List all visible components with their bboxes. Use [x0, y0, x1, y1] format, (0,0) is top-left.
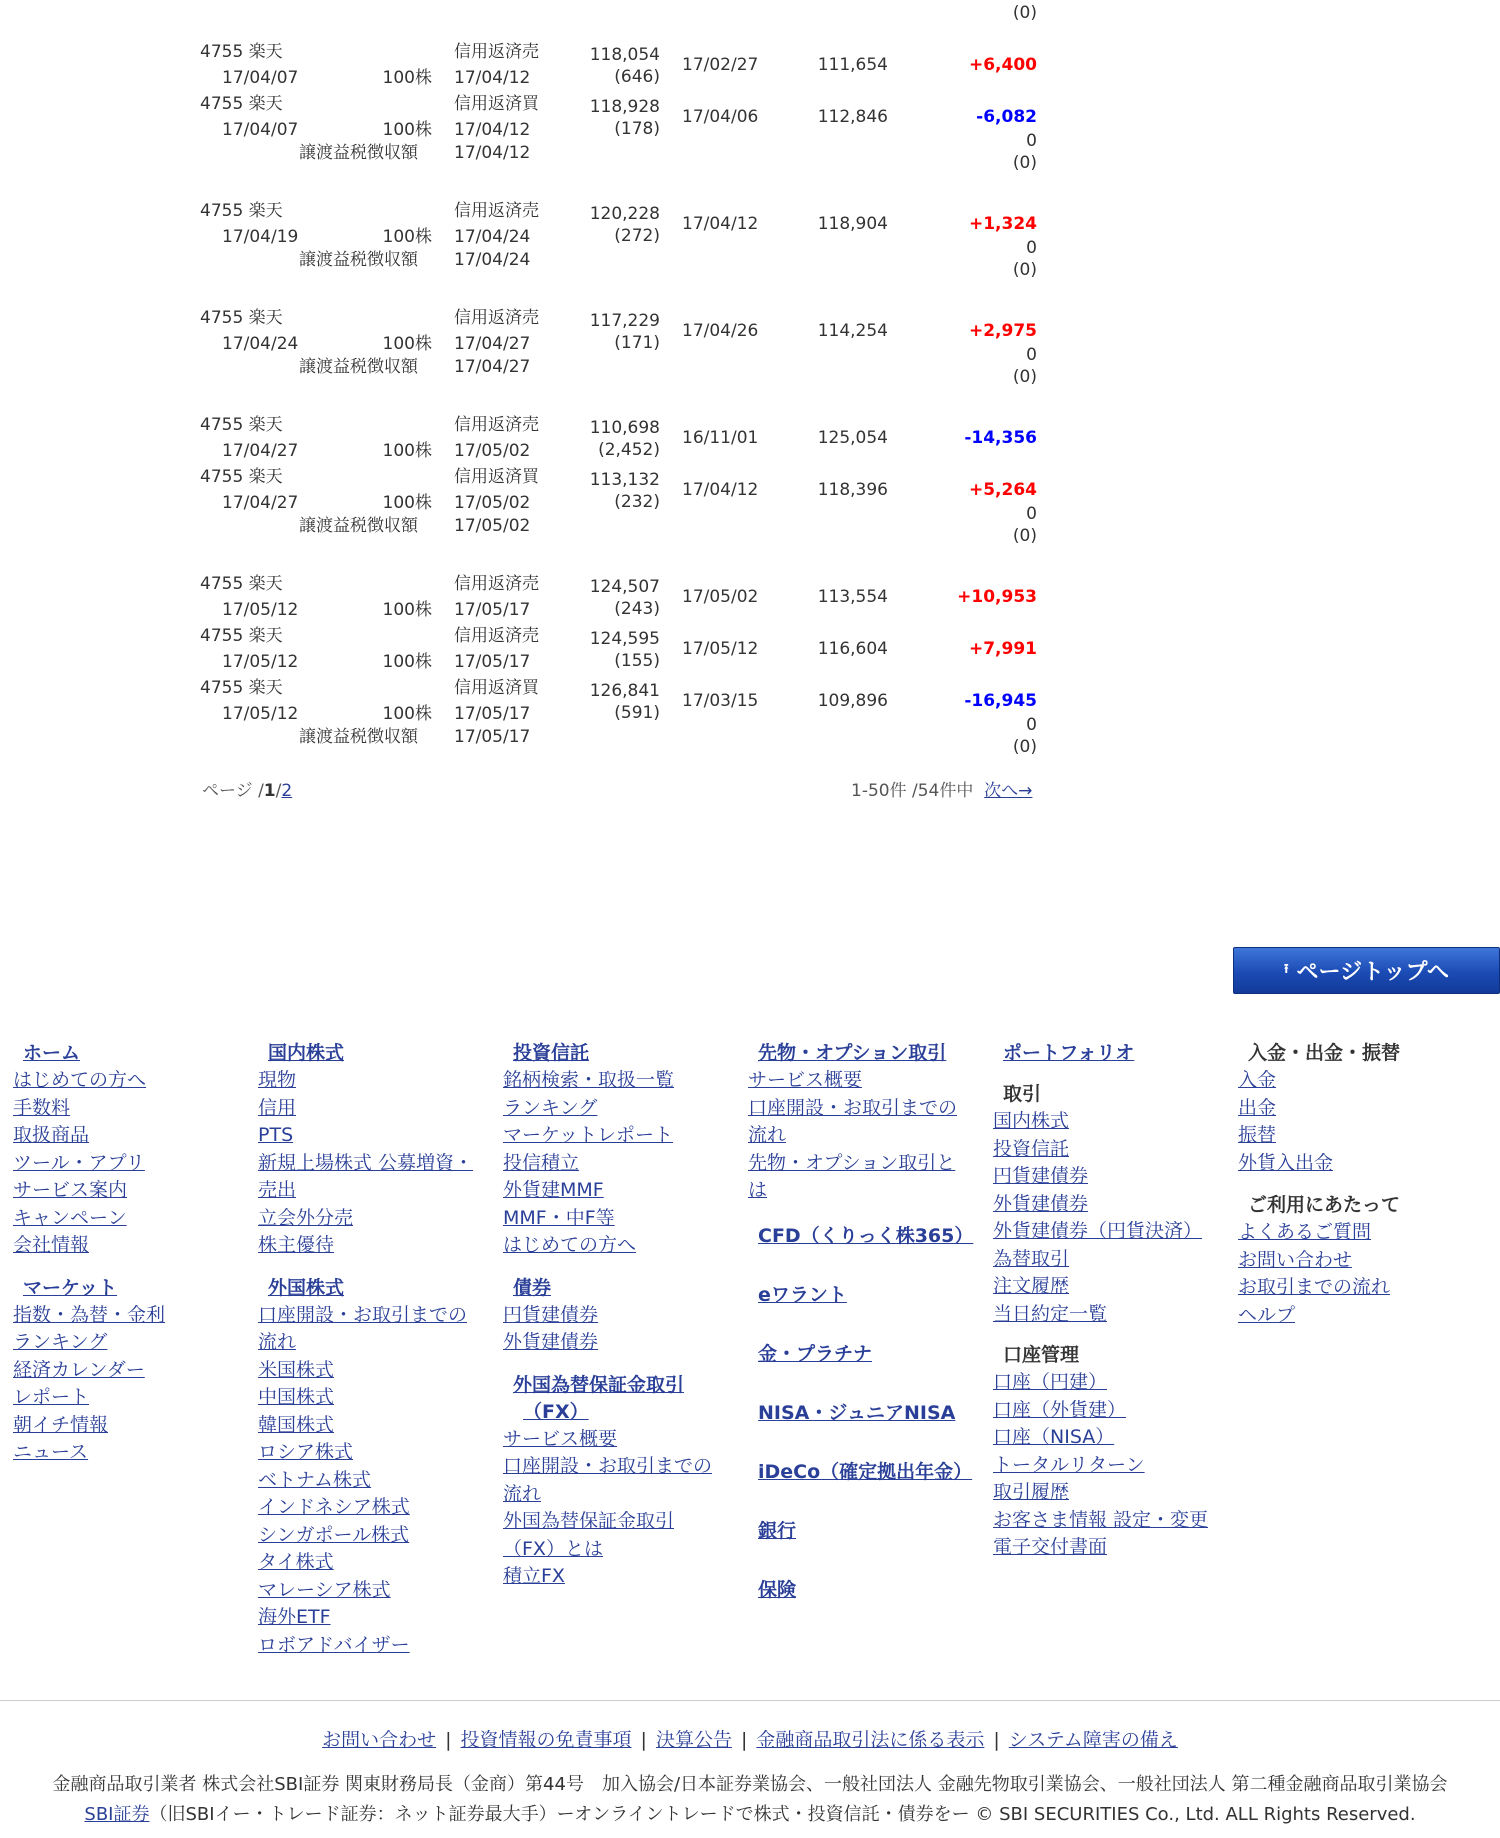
nav-link[interactable]: （FX）とは [503, 1537, 603, 1560]
group-gap [748, 1205, 988, 1223]
group-gap [748, 1325, 988, 1341]
quantity: 100株 [382, 120, 432, 140]
nav-link[interactable]: 注文履歴 [993, 1275, 1070, 1297]
nav-link[interactable]: 投資信託 [993, 1137, 1070, 1160]
group-gap [993, 1328, 1233, 1336]
trade-date: 17/05/12 [222, 652, 299, 672]
nav-heading[interactable]: 外国為替保証金取引 [513, 1373, 685, 1396]
nav-link[interactable]: マレーシア株式 [258, 1578, 391, 1601]
open-date: 17/05/12 [682, 639, 759, 659]
nav-heading[interactable]: 国内株式 [268, 1042, 345, 1064]
trade-date: 17/04/27 [222, 441, 299, 461]
group-gap [748, 1561, 988, 1577]
tax-amount: 0 [1026, 715, 1037, 735]
nav-link[interactable]: 投信積立 [503, 1151, 580, 1174]
trade-type: 信用返済売 [454, 308, 539, 328]
page-slash: / [275, 781, 282, 801]
nav-link[interactable]: 経済カレンダー [13, 1358, 145, 1381]
nav-link[interactable]: レポート [13, 1386, 90, 1408]
profit-loss: -14,356 [964, 428, 1037, 448]
amount: 117,229 [589, 311, 660, 331]
group-gap [503, 1357, 743, 1372]
trade-date: 17/04/07 [222, 120, 299, 140]
footer-links [0, 1725, 1500, 1752]
fee: (178) [614, 119, 660, 139]
profit-loss: +10,953 [957, 587, 1037, 607]
nav-link[interactable]: サービス概要 [748, 1069, 863, 1091]
nav-heading: ご利用にあたって [1248, 1194, 1401, 1216]
arrow-up-icon: ⭱ [1283, 961, 1289, 977]
nav-link[interactable]: ベトナム株式 [258, 1468, 372, 1491]
nav-link[interactable]: 入金 [1238, 1069, 1277, 1091]
tax-label: 譲渡益税徴収額 [299, 143, 418, 163]
stock-name: 4755 楽天 [200, 626, 283, 646]
nav-link[interactable]: 積立FX [503, 1565, 565, 1587]
tax-label: 譲渡益税徴収額 [299, 250, 418, 270]
group-gap [503, 1260, 743, 1275]
page-range [851, 776, 1032, 801]
amount: 124,507 [589, 577, 660, 597]
amount: 110,698 [589, 418, 660, 438]
footer-link[interactable]: 金融商品取引法に係る表示 [756, 1729, 985, 1751]
cost: 118,396 [817, 480, 888, 500]
nav-link[interactable]: サービス案内 [13, 1179, 128, 1201]
trade-type: 信用返済買 [454, 467, 539, 487]
nav-link[interactable]: 取扱商品 [13, 1124, 90, 1146]
nav-link[interactable]: 口座開設・お取引までの [503, 1455, 713, 1477]
nav-link[interactable]: ランキング [503, 1096, 598, 1119]
profit-loss-sub: (0) [1012, 3, 1037, 23]
group-gap [748, 1443, 988, 1459]
stock-name: 4755 楽天 [200, 678, 283, 698]
amount: 124,595 [589, 629, 660, 649]
trade-type: 信用返済売 [454, 201, 539, 221]
nav-heading[interactable]: CFD（くりっく株365） [758, 1224, 974, 1247]
stock-name: 4755 楽天 [200, 94, 283, 114]
nav-link[interactable]: 立会外分売 [258, 1206, 354, 1229]
profit-loss: -6,082 [976, 107, 1037, 127]
nav-heading[interactable]: 外国株式 [268, 1276, 345, 1299]
nav-heading[interactable]: 銀行 [758, 1519, 797, 1542]
amount: 126,841 [589, 681, 660, 701]
tax-amount: 0 [1026, 131, 1037, 151]
nav-link[interactable]: 信用 [258, 1096, 297, 1119]
nav-link[interactable]: 流れ [503, 1482, 542, 1505]
quantity: 100株 [382, 227, 432, 247]
cost: 125,054 [817, 428, 888, 448]
settle-date: 17/05/02 [454, 493, 531, 513]
trade-date: 17/05/12 [222, 704, 299, 724]
tax-amount-sub: (0) [1012, 526, 1037, 546]
nav-link[interactable]: ツール・アプリ [13, 1151, 145, 1174]
amount: 113,132 [589, 470, 660, 490]
nav-link[interactable]: 流れ [258, 1331, 297, 1353]
fee: (155) [614, 651, 660, 671]
footer-link[interactable]: 決算公告 [655, 1729, 732, 1751]
result-range: 1-50件 /54件中 [851, 781, 974, 801]
stock-name: 4755 楽天 [200, 42, 283, 62]
page-indicator [202, 776, 292, 801]
nav-link[interactable]: 振替 [1238, 1124, 1277, 1146]
footer-nav-column [258, 1040, 498, 1659]
quantity: 100株 [382, 493, 432, 513]
trade-type: 信用返済買 [454, 94, 539, 114]
nav-link[interactable]: はじめての方へ [13, 1069, 147, 1091]
amount: 118,054 [589, 45, 660, 65]
open-date: 17/03/15 [682, 691, 759, 711]
nav-link[interactable]: 流れ [748, 1124, 787, 1146]
link-separator: | [640, 1729, 647, 1751]
settle-date: 17/05/17 [454, 652, 531, 672]
tax-amount-sub: (0) [1012, 367, 1037, 387]
tax-label: 譲渡益税徴収額 [299, 357, 418, 377]
stock-name: 4755 楽天 [200, 574, 283, 594]
nav-link[interactable]: 会社情報 [13, 1234, 90, 1256]
group-gap [993, 1067, 1233, 1075]
nav-link[interactable]: MMF・中F等 [503, 1206, 615, 1229]
nav-link[interactable]: 為替取引 [993, 1247, 1070, 1270]
settle-date: 17/05/17 [454, 704, 531, 724]
nav-link[interactable]: 手数料 [13, 1096, 71, 1119]
settle-date: 17/05/02 [454, 441, 531, 461]
tax-amount: 0 [1026, 345, 1037, 365]
quantity: 100株 [382, 334, 432, 354]
trade-date: 17/04/24 [222, 334, 299, 354]
settle-date: 17/04/12 [454, 143, 531, 163]
settle-date: 17/05/17 [454, 600, 531, 620]
group-gap [13, 1260, 253, 1275]
group-gap [748, 1266, 988, 1282]
nav-heading[interactable]: ホーム [23, 1042, 81, 1064]
nav-heading[interactable]: 投資信託 [513, 1042, 590, 1064]
nav-link[interactable]: 出金 [1238, 1096, 1277, 1119]
fee: (2,452) [598, 440, 660, 460]
stock-name: 4755 楽天 [200, 308, 283, 328]
settle-date: 17/04/27 [454, 357, 531, 377]
group-gap [258, 1260, 498, 1275]
nav-link[interactable]: トータルリターン [993, 1453, 1145, 1476]
profit-loss: +5,264 [968, 480, 1037, 500]
nav-link[interactable]: お客さま情報 設定・変更 [993, 1508, 1209, 1531]
footer-link[interactable]: 投資情報の免責事項 [460, 1729, 632, 1751]
nav-link[interactable]: シンガポール株式 [258, 1523, 410, 1546]
trade-date: 17/04/19 [222, 227, 299, 247]
settle-date: 17/05/02 [454, 516, 531, 536]
nav-link[interactable]: 電子交付書面 [993, 1536, 1108, 1558]
group-gap [748, 1384, 988, 1400]
nav-heading[interactable]: NISA・ジュニアNISA [758, 1401, 956, 1424]
legal-notice: 金融商品取引業者 株式会社SBI証券 関東財務局長（金商）第44号 加入協会/日本証券業協会、一般社団法人 金融先物取引業協会、一般社団法人 第二種金融商品取引業協会 [52, 1774, 1448, 1795]
profit-loss: +6,400 [968, 55, 1037, 75]
profit-loss: +1,324 [968, 214, 1037, 234]
nav-heading[interactable]: マーケット [23, 1276, 118, 1299]
settle-date: 17/04/12 [454, 68, 531, 88]
settle-date: 17/04/24 [454, 250, 531, 270]
settle-date: 17/04/12 [454, 120, 531, 140]
nav-heading-cont[interactable]: （FX） [523, 1400, 589, 1423]
stock-name: 4755 楽天 [200, 467, 283, 487]
copyright-text: （旧SBIイー・トレード証券：ネット証券最大手）ーオンライントレードで株式・投資信託・債券をー © SBI SECURITIES Co., Ltd. ALL Rights Reserved. [149, 1804, 1416, 1825]
nav-heading[interactable]: 保険 [758, 1578, 797, 1601]
nav-link[interactable]: インドネシア株式 [258, 1496, 410, 1518]
nav-link[interactable]: キャンペーン [13, 1206, 127, 1229]
nav-link[interactable]: ランキング [13, 1331, 108, 1353]
nav-link[interactable]: 口座開設・お取引までの [748, 1096, 958, 1119]
nav-link[interactable]: 円貨建債券 [503, 1303, 599, 1326]
copyright-line [0, 1800, 1500, 1826]
cost: 118,904 [817, 214, 888, 234]
nav-link[interactable]: PTS [258, 1124, 294, 1146]
fee: (591) [614, 703, 660, 723]
profit-loss: -16,945 [964, 691, 1037, 711]
trade-date: 17/04/27 [222, 493, 299, 513]
nav-link[interactable]: 当日約定一覧 [993, 1302, 1108, 1325]
open-date: 17/02/27 [682, 55, 759, 75]
nav-heading[interactable]: eワラント [758, 1283, 847, 1306]
cost: 111,654 [817, 55, 888, 75]
nav-link[interactable]: はじめての方へ [503, 1234, 637, 1256]
stock-name: 4755 楽天 [200, 201, 283, 221]
nav-link[interactable]: 口座（外貨建） [993, 1398, 1127, 1421]
quantity: 100株 [382, 652, 432, 672]
cost: 113,554 [817, 587, 888, 607]
nav-heading[interactable]: 先物・オプション取引 [758, 1042, 947, 1064]
nav-link[interactable]: 先物・オプション取引と [748, 1151, 956, 1174]
open-date: 17/04/12 [682, 214, 759, 234]
nav-link[interactable]: ロシア株式 [258, 1441, 354, 1463]
stock-name: 4755 楽天 [200, 415, 283, 435]
tax-amount-sub: (0) [1012, 737, 1037, 757]
profit-loss: +7,991 [968, 639, 1037, 659]
trade-type: 信用返済売 [454, 415, 539, 435]
open-date: 16/11/01 [682, 428, 759, 448]
nav-link[interactable]: 口座（円建） [993, 1371, 1108, 1393]
nav-link[interactable]: 外国為替保証金取引 [503, 1510, 675, 1532]
nav-link[interactable]: マーケットレポート [503, 1124, 674, 1146]
footer-nav-column [13, 1040, 253, 1467]
quantity: 100株 [382, 600, 432, 620]
page-2-link[interactable]: 2 [281, 781, 293, 801]
tax-amount-sub: (0) [1012, 260, 1037, 280]
nav-link[interactable]: 韓国株式 [258, 1413, 335, 1436]
amount: 120,228 [589, 204, 660, 224]
footer-link[interactable]: お問い合わせ [322, 1729, 437, 1751]
nav-link[interactable]: は [748, 1179, 768, 1201]
nav-link[interactable]: 外貨建債券 [503, 1331, 599, 1353]
nav-link[interactable]: ニュース [13, 1441, 89, 1463]
nav-link[interactable]: お取引までの流れ [1238, 1276, 1391, 1298]
nav-link[interactable]: お問い合わせ [1238, 1248, 1353, 1271]
nav-heading: 口座管理 [1003, 1344, 1080, 1366]
nav-heading[interactable]: ポートフォリオ [1003, 1042, 1135, 1064]
nav-link[interactable]: タイ株式 [258, 1551, 334, 1573]
current-page: 1 [263, 781, 276, 801]
nav-link[interactable]: 米国株式 [258, 1358, 335, 1381]
trade-type: 信用返済買 [454, 678, 539, 698]
nav-heading[interactable]: 債券 [513, 1276, 552, 1299]
nav-link[interactable]: 指数・為替・金利 [13, 1303, 166, 1326]
tax-amount: 0 [1026, 504, 1037, 524]
nav-link[interactable]: 売出 [258, 1179, 297, 1201]
fee: (232) [614, 492, 660, 512]
nav-link[interactable]: 国内株式 [993, 1110, 1070, 1132]
open-date: 17/04/12 [682, 480, 759, 500]
page-top-label: ページトップへ [1296, 960, 1450, 985]
link-separator: | [740, 1729, 748, 1751]
cost: 112,846 [817, 107, 888, 127]
quantity: 100株 [382, 441, 432, 461]
nav-link[interactable]: 銘柄検索・取扱一覧 [503, 1069, 675, 1091]
nav-link[interactable]: 外貨建債券（円貨決済） [993, 1220, 1203, 1242]
trade-type: 信用返済売 [454, 626, 539, 646]
page-top-button[interactable] [1233, 947, 1500, 994]
next-page-link[interactable]: 次へ→ [984, 781, 1033, 801]
cost: 114,254 [817, 321, 888, 341]
trade-type: 信用返済売 [454, 42, 539, 62]
amount: 118,928 [589, 97, 660, 117]
open-date: 17/04/26 [682, 321, 759, 341]
nav-link[interactable]: 取引履歴 [993, 1481, 1070, 1503]
open-date: 17/04/06 [682, 107, 759, 127]
nav-link[interactable]: 現物 [258, 1069, 297, 1091]
nav-link[interactable]: 外貨入出金 [1238, 1151, 1334, 1174]
group-gap [748, 1502, 988, 1518]
nav-heading[interactable]: iDeCo（確定拠出年金） [758, 1460, 973, 1483]
footer-nav-column [748, 1040, 988, 1620]
page-prefix: ページ / [202, 781, 264, 801]
nav-link[interactable]: よくあるご質問 [1238, 1221, 1372, 1243]
nav-link[interactable]: 外貨建MMF [503, 1179, 604, 1201]
footer-link[interactable]: システム障害の備え [1008, 1729, 1178, 1751]
group-gap [1238, 1177, 1478, 1192]
nav-link[interactable]: 海外ETF [258, 1606, 331, 1628]
tax-label: 譲渡益税徴収額 [299, 516, 418, 536]
fee: (646) [614, 67, 660, 87]
settle-date: 17/05/17 [454, 727, 531, 747]
cost: 109,896 [817, 691, 888, 711]
settle-date: 17/04/24 [454, 227, 531, 247]
fee: (272) [614, 226, 660, 246]
tax-amount-sub: (0) [1012, 153, 1037, 173]
nav-link[interactable]: 中国株式 [258, 1386, 335, 1408]
nav-link[interactable]: 口座（NISA） [993, 1426, 1115, 1448]
link-separator: | [993, 1729, 1000, 1751]
fee: (171) [614, 333, 660, 353]
cost: 116,604 [817, 639, 888, 659]
footer-divider [0, 1700, 1500, 1701]
footer-nav-column [993, 1040, 1233, 1562]
footer-nav-column [503, 1040, 743, 1591]
nav-link[interactable]: 新規上場株式 公募増資・ [258, 1151, 474, 1174]
nav-link[interactable]: 口座開設・お取引までの [258, 1303, 468, 1326]
nav-link[interactable]: ロボアドバイザー [258, 1633, 410, 1656]
settle-date: 17/04/27 [454, 334, 531, 354]
trade-date: 17/05/12 [222, 600, 299, 620]
tax-label: 譲渡益税徴収額 [299, 727, 418, 747]
quantity: 100株 [382, 704, 432, 724]
link-separator: | [445, 1729, 452, 1751]
nav-link[interactable]: ヘルプ [1238, 1303, 1296, 1326]
nav-heading: 入金・出金・振替 [1248, 1042, 1401, 1064]
quantity: 100株 [382, 68, 432, 88]
sbi-home-link[interactable]: SBI証券 [84, 1804, 150, 1825]
fee: (243) [614, 599, 660, 619]
trade-date: 17/04/07 [222, 68, 299, 88]
nav-link[interactable]: 株主優待 [258, 1234, 335, 1256]
nav-heading[interactable]: 金・プラチナ [758, 1342, 873, 1365]
tax-amount: 0 [1026, 238, 1037, 258]
nav-link[interactable]: サービス概要 [503, 1427, 618, 1450]
nav-link[interactable]: 朝イチ情報 [13, 1413, 109, 1436]
footer-nav-column [1238, 1040, 1478, 1329]
nav-heading: 取引 [1003, 1083, 1042, 1105]
nav-link[interactable]: 円貨建債券 [993, 1165, 1089, 1187]
profit-loss: +2,975 [968, 321, 1037, 341]
open-date: 17/05/02 [682, 587, 759, 607]
trade-type: 信用返済売 [454, 574, 539, 594]
nav-link[interactable]: 外貨建債券 [993, 1192, 1089, 1215]
